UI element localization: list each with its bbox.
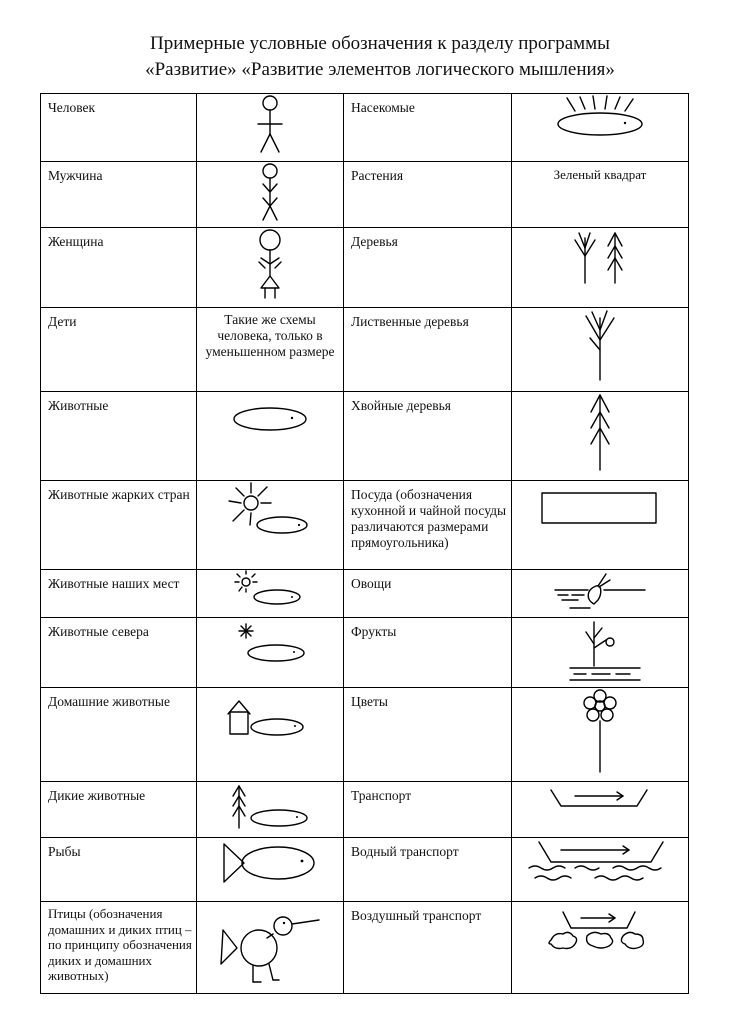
label-person: Человек <box>48 100 96 115</box>
symbol-cell <box>512 392 689 481</box>
label-wild-animals: Дикие животные <box>48 788 146 803</box>
symbol-cell <box>512 228 689 308</box>
symbol-cell <box>197 570 344 618</box>
animal-oval-icon <box>230 404 310 434</box>
symbol-cell <box>197 618 344 688</box>
label-cell <box>344 838 512 902</box>
label-cell <box>344 902 512 994</box>
label-dishes: Посуда (обозначения кухонной и чайной посуды различаются размерами прямоугольника) <box>351 487 507 550</box>
symbol-cell <box>197 688 344 782</box>
label-plants: Растения <box>351 168 404 183</box>
symbol-cell <box>512 481 689 570</box>
table-row <box>41 308 689 392</box>
label-cell <box>41 782 197 838</box>
symbol-cell <box>197 228 344 308</box>
hot-sun-animal-icon <box>225 481 315 541</box>
table-row <box>41 618 689 688</box>
table-row <box>41 782 689 838</box>
table-row <box>41 902 689 994</box>
label-vegetables: Овощи <box>351 576 392 591</box>
label-animals: Животные <box>48 398 109 413</box>
air-transport-icon <box>545 908 655 952</box>
symbol-cell <box>512 618 689 688</box>
label-water-transport: Водный транспорт <box>351 844 459 859</box>
table-row <box>41 688 689 782</box>
small-sun-animal-icon <box>230 570 310 610</box>
trees-icon <box>570 228 630 288</box>
label-cell <box>41 162 197 228</box>
label-cell <box>344 94 512 162</box>
symbol-cell <box>197 392 344 481</box>
symbols-table <box>40 93 689 994</box>
label-trees: Деревья <box>351 234 398 249</box>
house-animal-icon <box>225 698 315 738</box>
fruit-icon <box>550 618 650 684</box>
label-fish: Рыбы <box>48 844 81 859</box>
symbol-cell <box>197 902 344 994</box>
label-domestic-animals: Домашние животные <box>48 694 170 709</box>
transport-icon <box>545 782 655 816</box>
bird-icon <box>215 902 325 986</box>
label-man: Мужчина <box>48 168 103 183</box>
symbol-cell <box>512 782 689 838</box>
symbol-cell <box>512 570 689 618</box>
label-cell <box>344 481 512 570</box>
label-cell <box>344 308 512 392</box>
label-cell <box>41 570 197 618</box>
label-flowers: Цветы <box>351 694 389 709</box>
symbol-cell <box>197 838 344 902</box>
green-square-text: Зеленый квадрат <box>553 167 647 182</box>
symbol-cell <box>512 902 689 994</box>
label-cell <box>41 688 197 782</box>
label-insects: Насекомые <box>351 100 415 115</box>
table-row <box>41 228 689 308</box>
label-birds: Птицы (обозначения домашних и диких птиц – по принципу обозначения диких и домашних животных) <box>48 906 192 983</box>
table-row <box>41 838 689 902</box>
label-hot-country-animals: Животные жарких стран <box>48 487 190 502</box>
man-icon <box>255 162 285 224</box>
label-woman: Женщина <box>48 234 104 249</box>
label-cell <box>344 228 512 308</box>
label-cell <box>344 618 512 688</box>
children-note: Такие же схемы человека, только в уменьшенном размере <box>205 312 335 359</box>
symbol-cell <box>512 162 689 228</box>
table-row <box>41 570 689 618</box>
table-row <box>41 94 689 162</box>
woman-icon <box>253 228 287 300</box>
label-north-animals: Животные севера <box>48 624 149 639</box>
label-cell <box>41 228 197 308</box>
label-cell <box>344 782 512 838</box>
label-transport: Транспорт <box>351 788 412 803</box>
title-line-2: «Развитие» «Развитие элементов логического мышления» <box>145 59 615 80</box>
label-cell <box>344 162 512 228</box>
deciduous-tree-icon <box>580 308 620 382</box>
symbol-cell <box>512 94 689 162</box>
conifer-tree-icon <box>580 392 620 472</box>
insect-icon <box>545 94 655 144</box>
label-local-animals: Животные наших мест <box>48 576 180 591</box>
label-cell <box>41 481 197 570</box>
label-cell <box>344 392 512 481</box>
symbol-cell <box>197 94 344 162</box>
fish-icon <box>220 838 320 888</box>
vegetable-icon <box>550 570 650 614</box>
label-children: Дети <box>48 314 77 329</box>
dishes-rectangle-icon <box>540 491 660 527</box>
label-cell <box>41 94 197 162</box>
symbol-cell <box>197 481 344 570</box>
tree-animal-icon <box>225 782 315 832</box>
table-row <box>41 392 689 481</box>
symbol-cell <box>197 782 344 838</box>
label-fruits: Фрукты <box>351 624 397 639</box>
flower-icon <box>575 688 625 774</box>
snowflake-animal-icon <box>230 618 310 668</box>
symbol-cell <box>197 162 344 228</box>
label-deciduous-trees: Лиственные деревья <box>351 314 469 329</box>
table-row <box>41 481 689 570</box>
symbol-cell <box>512 838 689 902</box>
label-air-transport: Воздушный транспорт <box>351 908 482 923</box>
label-cell <box>41 902 197 994</box>
label-cell <box>41 618 197 688</box>
symbol-cell <box>197 308 344 392</box>
label-cell <box>41 392 197 481</box>
label-cell <box>41 838 197 902</box>
symbol-cell <box>512 688 689 782</box>
water-transport-icon <box>525 838 675 888</box>
label-cell <box>41 308 197 392</box>
label-conifers: Хвойные деревья <box>351 398 452 413</box>
person-icon <box>255 94 285 156</box>
symbol-cell <box>512 308 689 392</box>
title-line-1: Примерные условные обозначения к разделу программы <box>150 33 610 54</box>
label-cell <box>344 570 512 618</box>
label-cell <box>344 688 512 782</box>
table-row <box>41 162 689 228</box>
